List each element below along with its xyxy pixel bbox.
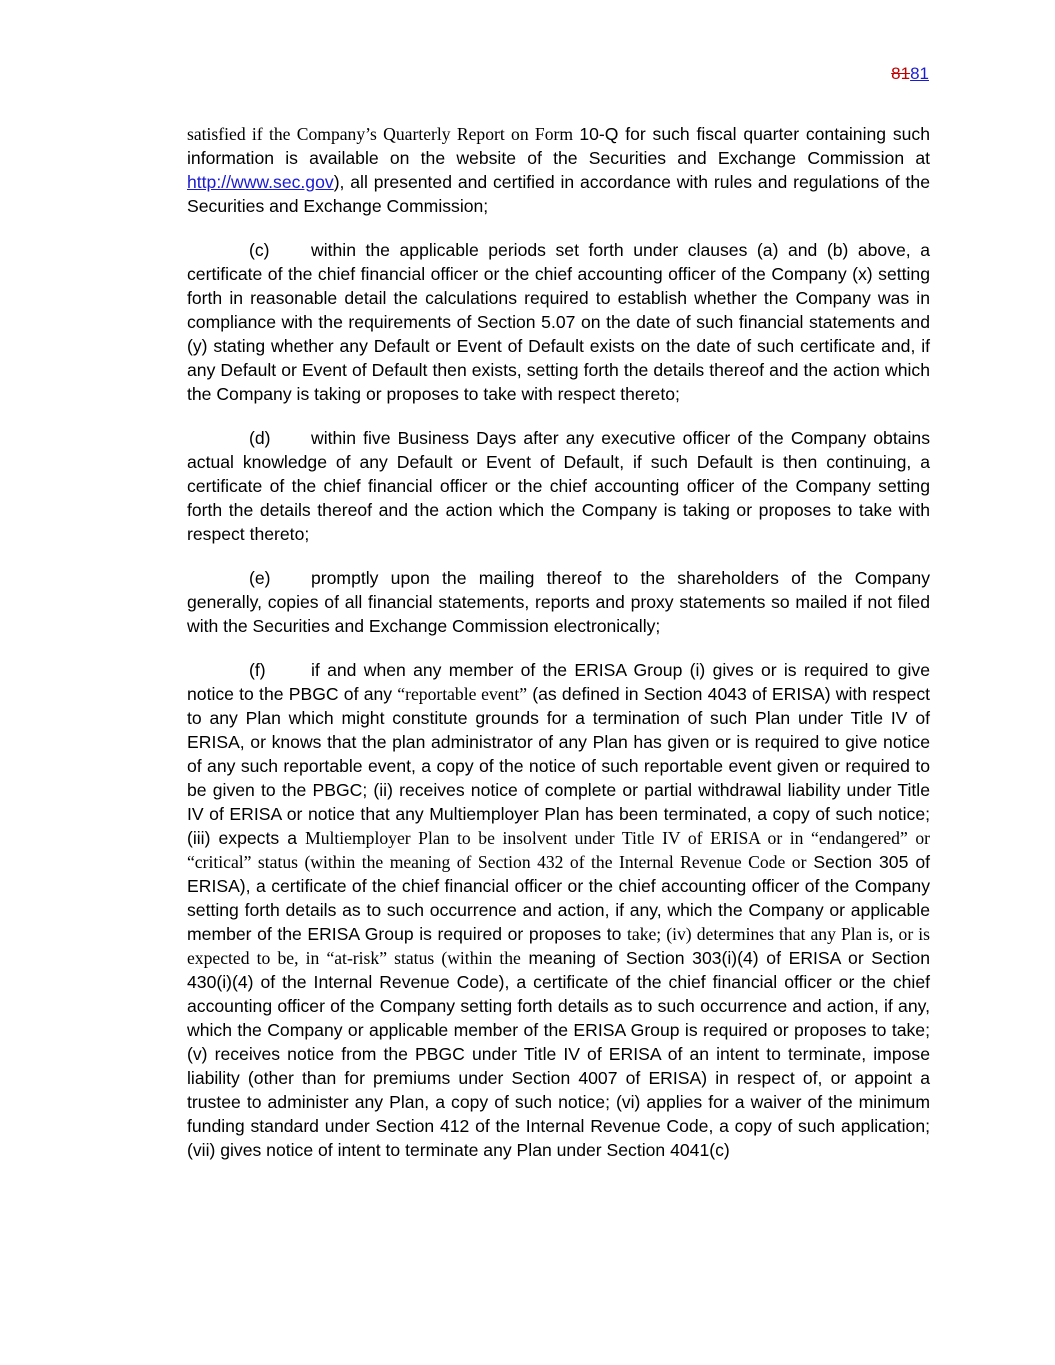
clause-text-f-4: meaning of Section 303(i)(4) of ERISA or Section 430(i)(4) of the Internal Revenue Code), a certificate of the chief financial officer or the chief accounting officer of the Company setting forth details as to such occurrence and action, if any, which the Company or applicable member of the ERISA Group is required or proposes to take; (v) receives notice from the PBGC under Title IV of ERISA of an intent to terminate, impose liability (other than for premiums under Section 4007 of ERISA) in respect of, or appoint a trustee to administer any Plan, a copy of such notice; (vi) applies for a waiver of the minimum funding standard under Section 412 of the Internal Revenue Code, a copy of such application; (vii) gives notice of intent to terminate any Plan under Section 4041(c)	[187, 948, 930, 1160]
intro-text-1: 10-Q for such fiscal quarter containing such information is available on the website of the Securities and Exchange Commission at	[187, 124, 930, 168]
page-number	[891, 64, 929, 84]
clause-text-c: within the applicable periods set forth under clauses (a) and (b) above, a certificate of the chief financial officer or the chief accounting officer of the Company (x) setting forth in reasonable detail the calculations required to establish whether the Company was in compliance with the requirements of Section 5.07 on the date of such financial statements and (y) stating whether any Default or Event of Default exists on the date of such certificate and, if any Default or Event of Default then exists, setting forth the details thereof and the action which the Company is taking or proposes to take with respect thereto;	[187, 240, 930, 404]
clause-label-e: (e)	[249, 568, 271, 588]
clause-label-c: (c)	[249, 240, 270, 260]
clause-text-f-serif-3: take; (iv) determines that any Plan is, or is expected to be, in “at-risk” status (within the	[187, 924, 930, 968]
page-number-inserted: 81	[910, 64, 929, 83]
paragraph-c	[187, 238, 930, 406]
clause-text-f-1: if and when any member of the ERISA Group (i) gives or is required to give notice to the PBGC of any	[187, 660, 930, 704]
paragraph-e	[187, 566, 930, 638]
intro-serif-text: satisfied if the Company’s Quarterly Report on Form	[187, 124, 580, 144]
document-body	[187, 122, 930, 1182]
paragraph-intro	[187, 122, 930, 218]
clause-text-f-serif-2: Multiemployer Plan to be insolvent under Title IV of ERISA or in “endangered” or “critical” status (within the meaning of Section 432 of the Internal Revenue Code or	[187, 828, 930, 872]
clause-text-f-3: Section 305 of ERISA), a certificate of the chief financial officer or the chief accounting officer of the Company setting forth details as to such occurrence and action, if any, which the Company or applicable member of the ERISA Group is required or proposes to	[187, 852, 930, 944]
clause-text-e: promptly upon the mailing thereof to the shareholders of the Company generally, copies of all financial statements, reports and proxy statements so mailed if not filed with the Securities and Exchange Commission electronically;	[187, 568, 930, 636]
clause-text-d: within five Business Days after any executive officer of the Company obtains actual knowledge of any Default or Event of Default, if such Default is then continuing, a certificate of the chief financial officer or the chief accounting officer of the Company setting forth the details thereof and the action which the Company is taking or proposes to take with respect thereto;	[187, 428, 930, 544]
paragraph-f	[187, 658, 930, 1162]
clause-label-d: (d)	[249, 428, 271, 448]
sec-website-link[interactable]: http://www.sec.gov	[187, 172, 334, 192]
clause-text-f-2: (as defined in Section 4043 of ERISA) with respect to any Plan which might constitute grounds for a termination of such Plan under Title IV of ERISA, or knows that the plan administrator of any Plan has given or is required to give notice of any such reportable event, a copy of the notice of such reportable event given or required to be given to the PBGC; (ii) receives notice of complete or partial withdrawal liability under Title IV of ERISA or notice that any Multiemployer Plan has been terminated, a copy of such notice; (iii) expects a	[187, 684, 931, 848]
paragraph-d	[187, 426, 930, 546]
clause-label-f: (f)	[249, 660, 266, 680]
page-number-deleted: 81	[891, 64, 911, 83]
intro-text-2: ), all presented and certified in accordance with rules and regulations of the Securities and Exchange Commission;	[187, 172, 930, 216]
clause-text-f-serif-1: “reportable event”	[397, 684, 528, 704]
